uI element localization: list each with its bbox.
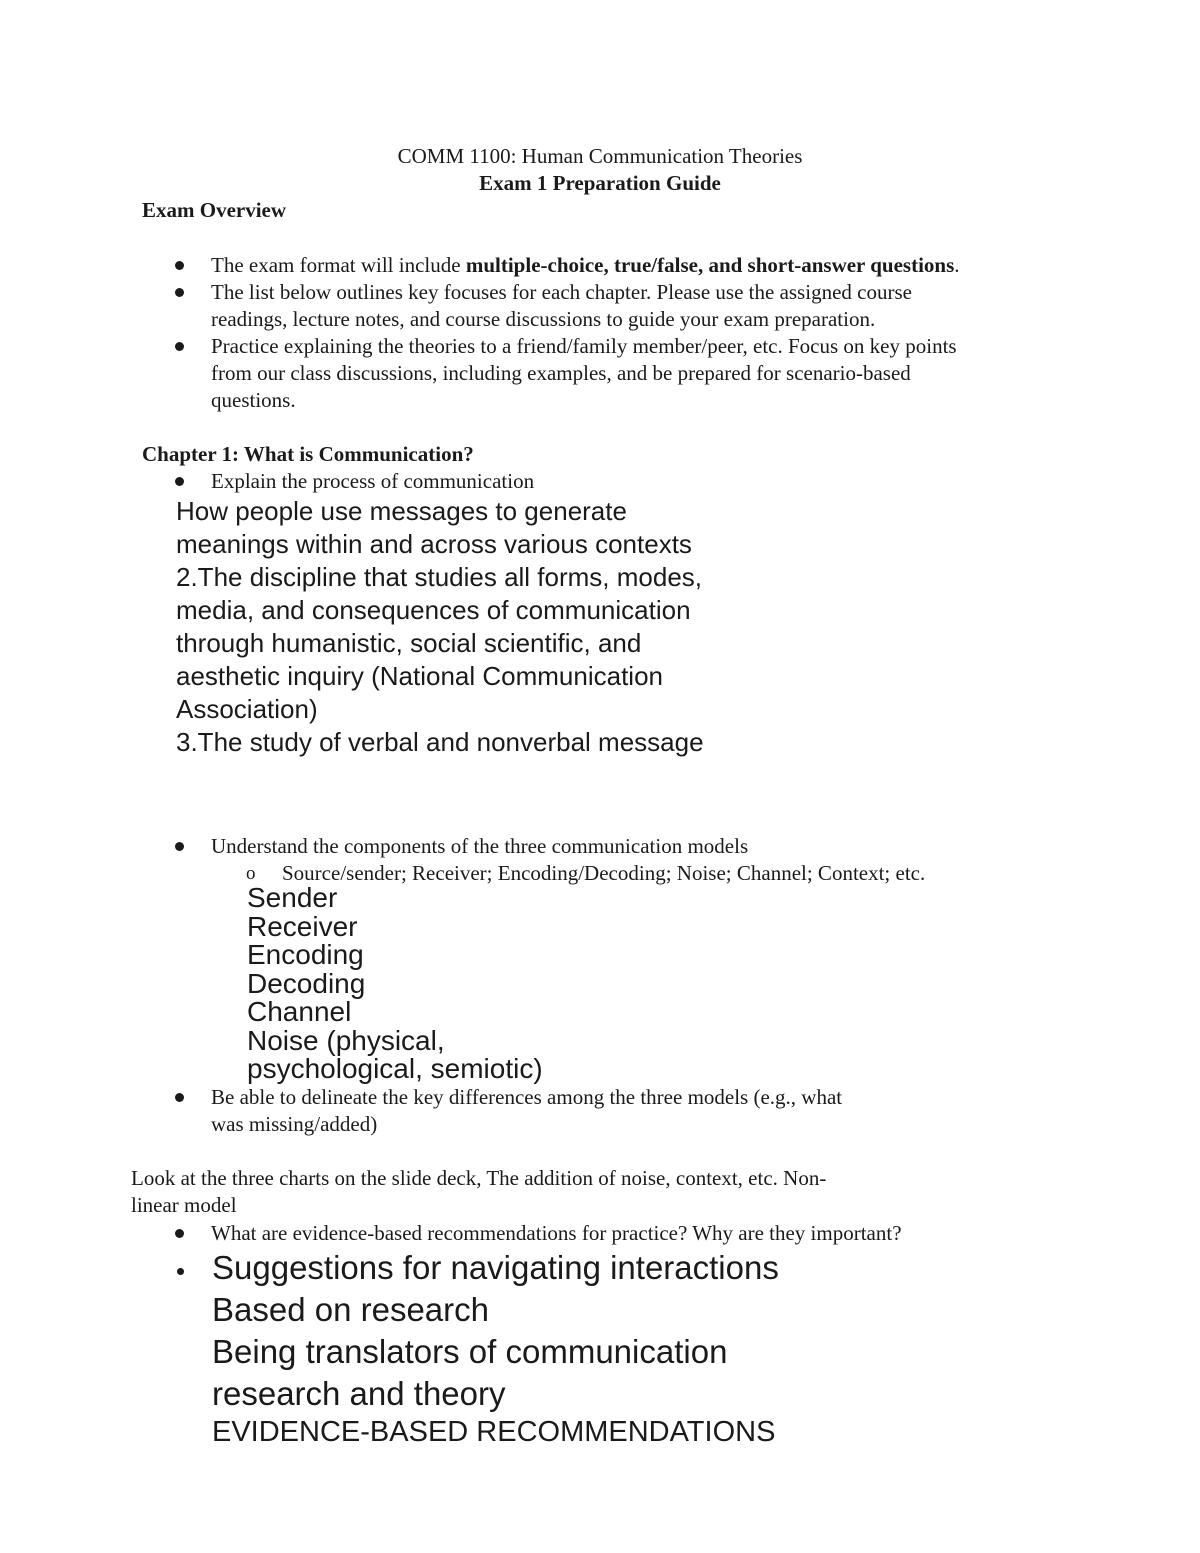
overview-bullet-practice-line1: Practice explaining the theories to a friend/family member/peer, etc. Focus on key points <box>211 334 957 358</box>
evidence-line: Based on research <box>212 1291 490 1328</box>
evidence-caps: EVIDENCE-BASED RECOMMENDATIONS <box>212 1416 776 1448</box>
answer-line: How people use messages to generate <box>176 496 627 526</box>
note-line1: Look at the three charts on the slide deck, The addition of noise, context, etc. Non- <box>131 1166 827 1190</box>
bullet-icon <box>177 1268 184 1275</box>
component-line: Noise (physical, <box>247 1024 445 1056</box>
bullet-icon <box>175 1093 184 1102</box>
bullet-icon <box>175 842 184 851</box>
bullet-icon <box>175 1229 184 1238</box>
component-line: Channel <box>247 996 352 1027</box>
guide-title: Exam 1 Preparation Guide <box>479 171 721 195</box>
exam-overview-heading: Exam Overview <box>142 198 287 222</box>
component-line: Encoding <box>247 939 364 970</box>
bullet-icon <box>175 288 184 297</box>
note-line2: linear model <box>131 1193 237 1217</box>
bullet-evidence: What are evidence-based recommendations for practice? Why are they important? <box>211 1221 902 1245</box>
sub-bullet-marker: o <box>246 863 256 884</box>
bullet-components: Understand the components of the three communication models <box>211 834 749 858</box>
format-bold: multiple-choice, true/false, and short-answer questions <box>465 253 955 277</box>
component-line: Receiver <box>247 910 358 942</box>
format-suffix: . <box>954 253 960 277</box>
answer-line: through humanistic, social scientific, and <box>176 628 642 658</box>
component-line: Decoding <box>247 967 366 999</box>
format-prefix: The exam format will include <box>211 253 466 277</box>
evidence-line: Suggestions for navigating interactions <box>212 1249 779 1286</box>
bullet-explain-process: Explain the process of communication <box>211 469 535 493</box>
answer-line: 3.The study of verbal and nonverbal message <box>176 727 704 757</box>
bullet-icon <box>175 342 184 351</box>
bullet-icon <box>175 261 184 270</box>
answer-line: meanings within and across various contexts <box>176 529 692 559</box>
course-title: COMM 1100: Human Communication Theories <box>397 144 803 168</box>
bullet-icon <box>175 477 184 486</box>
chapter1-heading: Chapter 1: What is Communication? <box>142 442 474 466</box>
bullet-differences-line2: was missing/added) <box>211 1112 378 1136</box>
evidence-line: research and theory <box>212 1375 506 1412</box>
evidence-answer-block <box>212 1247 779 1415</box>
bullet-differences-line1: Be able to delineate the key differences among the three models (e.g., what <box>211 1085 843 1109</box>
answer-line: media, and consequences of communication <box>176 595 691 625</box>
overview-bullet-list-line1: The list below outlines key focuses for each chapter. Please use the assigned course <box>211 280 912 304</box>
answer-line: 2.The discipline that studies all forms, modes, <box>176 562 703 592</box>
answer-line: aesthetic inquiry (National Communication <box>176 661 664 691</box>
evidence-line: Being translators of communication <box>212 1333 728 1370</box>
sub-bullet-components: Source/sender; Receiver; Encoding/Decoding; Noise; Channel; Context; etc. <box>282 861 926 885</box>
overview-bullet-format <box>211 252 960 279</box>
process-answer-block <box>176 495 704 759</box>
components-answer-block <box>247 884 543 1084</box>
answer-line: Association) <box>176 694 318 724</box>
overview-bullet-practice-line3: questions. <box>211 388 296 412</box>
overview-bullet-practice-line2: from our class discussions, including examples, and be prepared for scenario-based <box>211 361 911 385</box>
overview-bullet-list-line2: readings, lecture notes, and course discussions to guide your exam preparation. <box>211 307 876 331</box>
component-line: psychological, semiotic) <box>247 1053 543 1084</box>
component-line: Sender <box>247 882 338 913</box>
